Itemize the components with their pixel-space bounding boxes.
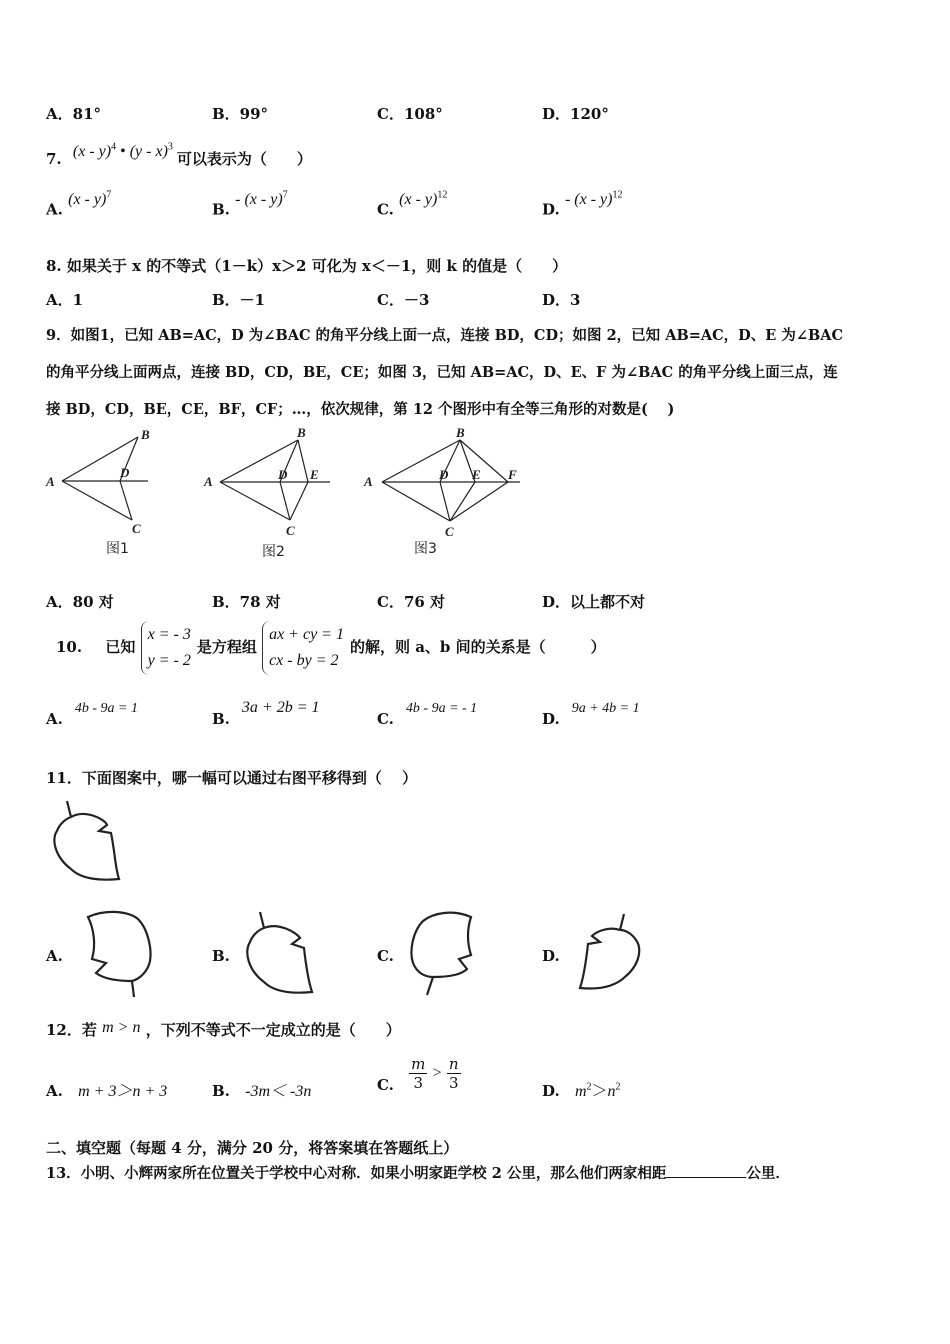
point-label-a: A	[46, 474, 55, 489]
math-expr: m + 3＞n + 3	[78, 1083, 168, 1100]
question-7	[46, 141, 312, 169]
exponent: 2	[615, 1081, 621, 1093]
question-number: 7.	[46, 150, 62, 168]
option-b: B．－1	[212, 291, 266, 309]
option-label: C.	[377, 1075, 394, 1094]
exponent: 7	[282, 190, 288, 201]
figure-3	[363, 425, 520, 557]
option-c: C．76 对	[377, 593, 446, 611]
exponent: 12	[612, 190, 623, 201]
question-9-line2: 的角平分线上面两点，连接 BD，CD，BE，CE；如图 3，已知 AB=AC，D、E、F 为∠BAC 的角平分线上面三点，连	[46, 364, 838, 381]
question-text: ，下列不等式不一定成立的是（ ）	[145, 1021, 401, 1039]
section-heading: 二、填空题（每题 4 分，满分 20 分，将答案填在答题纸上）	[46, 1139, 459, 1157]
point-label-d: D	[278, 467, 288, 482]
option-label: D.	[542, 1082, 560, 1100]
point-label-b: B	[141, 427, 150, 442]
fraction	[409, 1055, 427, 1092]
math-expr: -3m＜ -3n	[245, 1083, 312, 1100]
option-b	[212, 190, 288, 219]
gt-sign: >	[432, 1064, 442, 1082]
question-text: 公里．	[746, 1165, 790, 1182]
question-text: 13．小明、小辉两家所在位置关于学校中心对称．如果小明家距学校 2 公里，那么他们两家相距	[46, 1165, 667, 1182]
point-label-e: E	[310, 467, 319, 482]
question-text: 是方程组	[196, 638, 257, 656]
math-expr: n	[607, 1083, 616, 1100]
question-9-line1: 9．如图1，已知 AB=AC，D 为∠BAC 的角平分线上面一点，连接 BD，CD；如图 2，已知 AB=AC，D、E 为∠BAC	[46, 327, 844, 344]
point-label-a: A	[364, 474, 373, 489]
figure-caption: 图3	[414, 541, 437, 557]
question-13	[46, 1162, 790, 1183]
option-c: C.	[377, 947, 394, 965]
option-label: D.	[542, 200, 560, 219]
option-label: C.	[377, 200, 394, 219]
point-label-b: B	[297, 425, 306, 440]
math-expr: (y - x)	[129, 143, 168, 160]
option-b: B．99°	[212, 105, 269, 123]
option-a	[46, 1078, 167, 1101]
numerator: m	[411, 1055, 426, 1073]
option-b	[212, 699, 320, 729]
option-label: A.	[46, 200, 63, 219]
exponent: 7	[106, 190, 112, 201]
option-a: A．81°	[46, 105, 102, 123]
exponent: 4	[111, 141, 117, 153]
answer-blank[interactable]	[666, 1163, 746, 1178]
option-d: D．以上都不对	[542, 593, 646, 611]
question-11: 11．下面图案中，哪一幅可以通过右图平移得到（ ）	[46, 769, 418, 787]
question-8: 8. 如果关于 x 的不等式（1－k）x＞2 可化为 x＜－1，则 k 的值是（ ）	[46, 257, 568, 275]
figure-2	[203, 425, 330, 560]
option-a: A．80 对	[46, 593, 114, 611]
math-expr: 4b - 9a = - 1	[405, 701, 478, 716]
question-9-line3: 接 BD，CD，BE，CE，BF，CF；…，依次规律，第 12 个图形中有全等三角形的对数是( )	[46, 401, 675, 418]
math-expr: 3a + 2b = 1	[241, 699, 320, 716]
equation: x = - 3	[147, 626, 191, 643]
solution-system	[141, 621, 197, 675]
question-text: 已知	[105, 638, 136, 656]
exponent: 2	[586, 1081, 592, 1093]
math-expr: 9a + 4b = 1	[571, 701, 640, 716]
math-expr: m > n	[102, 1019, 141, 1036]
math-expr: (x - y)	[399, 191, 438, 209]
equation: cx - by = 2	[269, 652, 339, 669]
point-label-c: C	[445, 524, 454, 539]
exponent: 3	[167, 141, 173, 153]
equation: y = - 2	[147, 652, 191, 669]
option-b: B．78 对	[212, 593, 281, 611]
math-expr: (x - y)	[72, 143, 112, 160]
leaf-option-d	[572, 910, 652, 995]
point-label-f: F	[508, 467, 517, 482]
option-b	[212, 1078, 311, 1101]
point-label-d: D	[120, 465, 130, 480]
gt-sign: ＞	[591, 1083, 608, 1100]
figure-caption: 图2	[262, 544, 285, 560]
option-c: C．108°	[377, 105, 443, 123]
option-d: D．120°	[542, 105, 609, 123]
option-c: C．－3	[377, 291, 430, 309]
point-label-d: D	[439, 467, 449, 482]
option-label: B.	[212, 710, 230, 728]
point-label-b: B	[456, 425, 465, 440]
math-expr: - (x - y)	[564, 191, 613, 209]
exponent: 12	[437, 190, 448, 201]
denominator: 3	[413, 1074, 424, 1092]
math-expr: - (x - y)	[235, 191, 283, 209]
point-label-e: E	[472, 467, 481, 482]
question-text: 的解，则 a、b 间的关系是（ ）	[349, 638, 606, 656]
option-d: D.	[542, 947, 560, 965]
leaf-option-a	[80, 905, 160, 1000]
option-label: D.	[542, 710, 560, 728]
leaf-option-c	[405, 905, 485, 1000]
option-d	[542, 701, 640, 729]
figure-1	[45, 427, 150, 557]
question-12	[46, 1019, 401, 1040]
math-expr: m	[574, 1083, 587, 1100]
denominator: 3	[448, 1074, 459, 1092]
point-label-c: C	[132, 521, 141, 536]
figure-caption: 图1	[106, 541, 129, 557]
point-label-c: C	[286, 523, 295, 538]
option-a: A.	[46, 947, 63, 965]
option-a	[46, 190, 112, 219]
option-d	[542, 190, 623, 219]
leaf-option-b	[240, 908, 320, 1000]
equation-system	[262, 621, 350, 675]
fraction	[447, 1055, 461, 1092]
option-label: C.	[377, 710, 394, 728]
option-b: B.	[212, 947, 230, 965]
option-label: B.	[212, 200, 230, 219]
numerator: n	[448, 1055, 459, 1073]
option-label: A.	[46, 1082, 63, 1100]
question-number: 10.	[56, 638, 83, 656]
question-text: 12．若	[46, 1021, 97, 1039]
math-expr: (x - y)	[68, 191, 107, 209]
point-label-a: A	[204, 474, 213, 489]
option-a	[46, 701, 138, 729]
leaf-reference	[45, 797, 135, 887]
math-expr: 4b - 9a = 1	[74, 701, 138, 716]
question-text: 可以表示为（ ）	[176, 150, 312, 168]
dot-operator: •	[120, 143, 126, 160]
option-c	[377, 1055, 461, 1092]
option-c	[377, 701, 478, 729]
option-label: A.	[46, 710, 63, 728]
question-10	[56, 621, 606, 675]
option-d: D．3	[542, 291, 581, 309]
option-label: B.	[212, 1082, 230, 1100]
option-c	[377, 190, 448, 219]
equation: ax + cy = 1	[269, 626, 344, 643]
q9-figures	[40, 425, 540, 565]
option-a: A．1	[46, 291, 84, 309]
option-d	[542, 1078, 621, 1101]
